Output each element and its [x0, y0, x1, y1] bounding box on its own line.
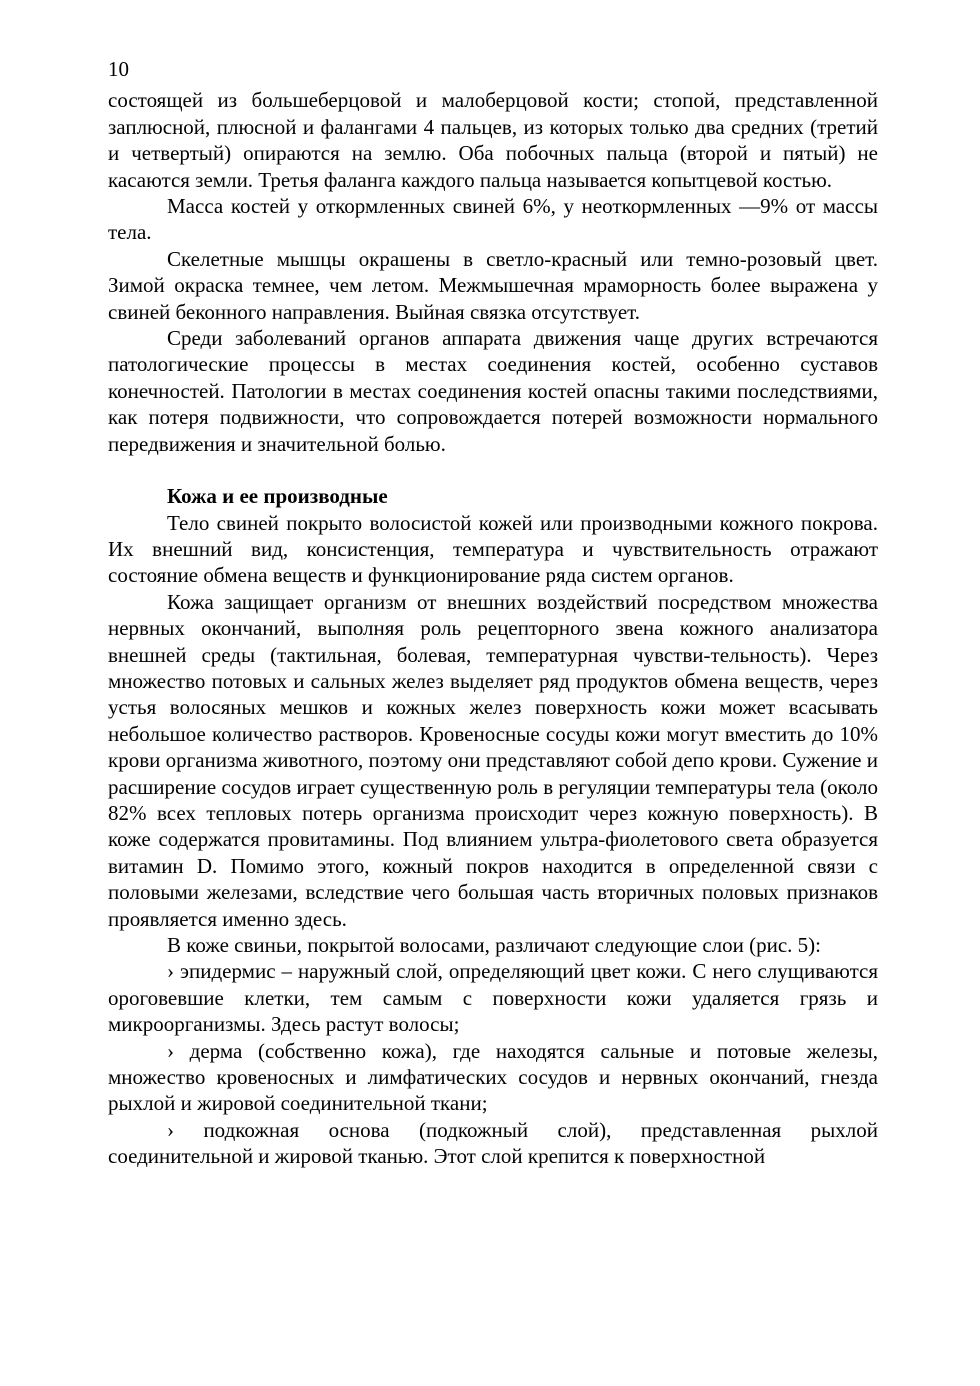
list-item-dermis: › дерма (собственно кожа), где находятся сальные и потовые железы, множество кровеносных и лимфатических сосудов и нервных окончаний, гнезда рыхлой и жировой соединительной ткани;: [108, 1038, 878, 1116]
paragraph-skin-functions: Кожа защищает организм от внешних воздействий посредством множества нервных окончаний, выполняя роль рецепторного звена кожного анализатора внешней среды (тактильная, болевая, температурная чувстви-тельность). Через множество потовых и сальных желез выделяет ряд продуктов обмена веществ, через устья волосяных мешков и кожных желез поверхность кожи может всасывать небольшое количество растворов. Кровеносные сосуды кожи могут вместить до 10% крови организма животного, поэтому они представляют собой депо крови. Сужение и расширение сосудов играет существенную роль в регуляции температуры тела (около 82% всех тепловых потерь организма происходит через кожную поверхность). В коже содержатся провитамины. Под влиянием ультра-фиолетового света образуется витамин D. Помимо этого, кожный покров находится в определенной связи с половыми железами, вследствие чего большая часть вторичных половых признаков проявляется именно здесь.: [108, 589, 878, 931]
list-item-subcutis: › подкожная основа (подкожный слой), представленная рыхлой соединительной и жировой тканью. Этот слой крепится к поверхностной: [108, 1117, 878, 1169]
paragraph-muscles: Скелетные мышцы окрашены в светло-красный или темно-розовый цвет. Зимой окраска темнее, чем летом. Межмышечная мраморность более выражена у свиней беконного направления. Выйная связка отсутствует.: [108, 246, 878, 324]
paragraph-bone-mass: Масса костей у откормленных свиней 6%, у неоткормленных —9% от массы тела.: [108, 194, 878, 245]
section-gap: [108, 457, 878, 483]
paragraph-continuation: состоящей из большеберцовой и малоберцовой кости; стопой, представленной заплюсной, плюсной и фалангами 4 пальцев, из которых только два средних (третий и четвертый) опираются на землю. Оба побочных пальца (второй и пятый) не касаются земли. Третья фаланга каждого пальца называется копытцевой костью.: [108, 88, 878, 192]
section-heading: Кожа и ее производные: [167, 484, 388, 509]
paragraph-skin-intro: Тело свиней покрыто волосистой кожей или производными кожного покрова. Их внешний вид, консистенция, температура и чувствительность отражают состояние обмена веществ и функционирование ряда систем органов.: [108, 510, 878, 588]
paragraph-diseases: Среди заболеваний органов аппарата движения чаще других встречаются патологические процессы в местах соединения костей, особенно суставов конечностей. Патологии в местах соединения костей опасны такими последствиями, как потеря подвижности, что сопровождается потерей возможности нормального передвижения и значительной болью.: [108, 326, 878, 456]
document-page: [108, 56, 878, 1170]
paragraph-skin-layers: В коже свиньи, покрытой волосами, различают следующие слои (рис. 5):: [167, 933, 821, 957]
list-item-epidermis: › эпидермис – наружный слой, определяющий цвет кожи. С него слущиваются ороговевшие клетки, тем самым с поверхности кожи удаляется грязь и микроорганизмы. Здесь растут волосы;: [108, 959, 878, 1037]
page-number: 10: [108, 57, 129, 81]
